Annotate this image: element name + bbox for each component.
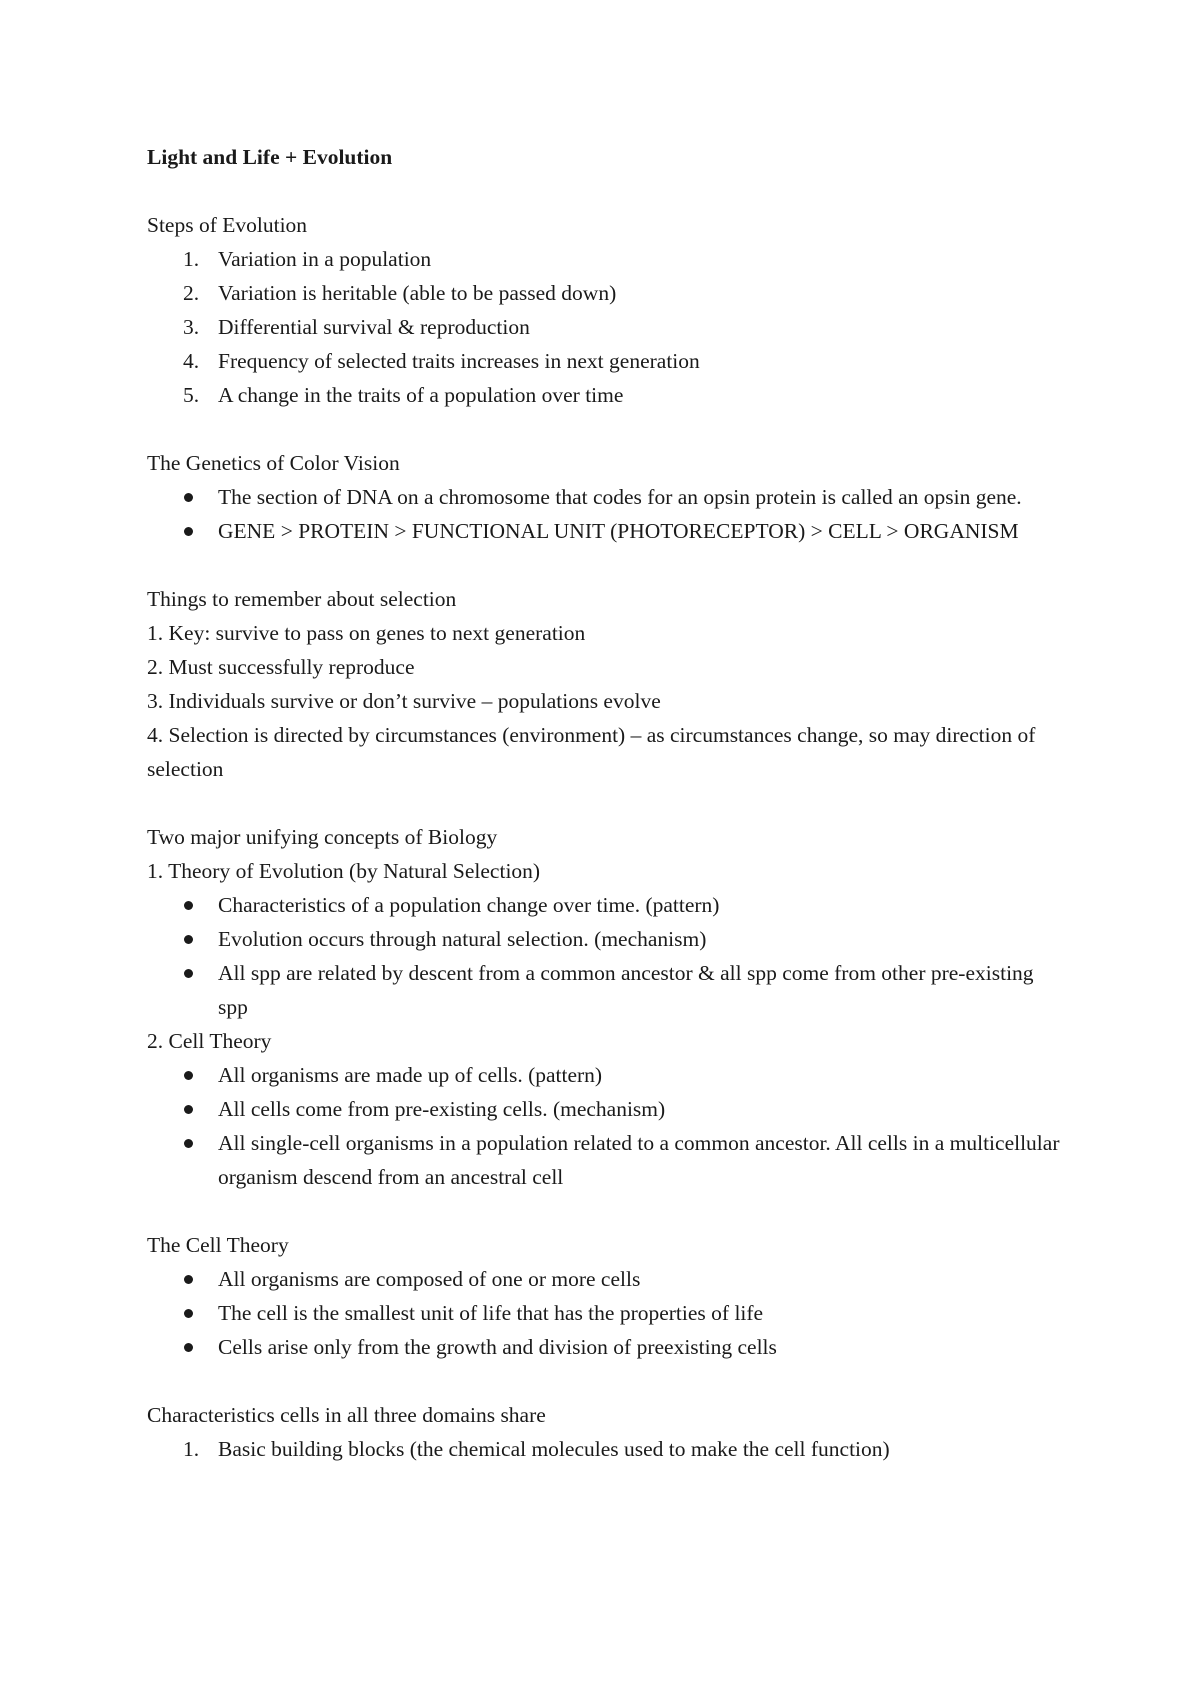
steps-item-number: 5. <box>183 383 200 407</box>
evolution-bullet-text: Evolution occurs through natural selection. (mechanism) <box>218 927 707 951</box>
domains-item-number: 1. <box>183 1437 200 1461</box>
document-page <box>147 140 1067 1466</box>
steps-item <box>147 344 1067 378</box>
selection-line: 2. Must successfully reproduce <box>147 655 415 679</box>
genetics-bullet-text: The section of DNA on a chromosome that codes for an opsin protein is called an opsin gene. <box>218 485 1022 509</box>
cell-theory-label: 2. Cell Theory <box>147 1029 272 1053</box>
genetics-bullet-text: GENE > PROTEIN > FUNCTIONAL UNIT (PHOTORECEPTOR) > CELL > ORGANISM <box>218 519 1019 543</box>
bullet-icon <box>184 969 193 978</box>
steps-heading: Steps of Evolution <box>147 213 308 237</box>
evolution-bullet <box>147 956 1067 1024</box>
steps-item-text: A change in the traits of a population over time <box>218 383 624 407</box>
cell-theory-bullet <box>147 1296 1067 1330</box>
bullet-icon <box>184 1105 193 1114</box>
steps-item-number: 4. <box>183 349 200 373</box>
cell-concept-bullet <box>147 1058 1067 1092</box>
domains-heading: Characteristics cells in all three domains share <box>147 1403 546 1427</box>
domains-list <box>147 1432 1067 1466</box>
cell-theory-bullet-text: The cell is the smallest unit of life that has the properties of life <box>218 1301 764 1325</box>
cell-theory-bullet <box>147 1330 1067 1364</box>
bullet-icon <box>184 493 193 502</box>
cell-concept-bullet-text: All organisms are made up of cells. (pattern) <box>218 1063 603 1087</box>
cell-concept-bullet-text: All cells come from pre-existing cells. (mechanism) <box>218 1097 666 1121</box>
steps-item-text: Variation is heritable (able to be passed down) <box>218 281 617 305</box>
cell-theory-bullet-text: All organisms are composed of one or more cells <box>218 1267 641 1291</box>
steps-list <box>147 242 1067 412</box>
cell-theory-list <box>147 1262 1067 1364</box>
cell-theory-bullet <box>147 1262 1067 1296</box>
steps-item-number: 1. <box>183 247 200 271</box>
bullet-icon <box>184 1309 193 1318</box>
domains-item <box>147 1432 1067 1466</box>
domains-item-text: Basic building blocks (the chemical molecules used to make the cell function) <box>218 1437 890 1461</box>
evolution-theory-list <box>147 888 1067 1024</box>
bullet-icon <box>184 901 193 910</box>
selection-heading: Things to remember about selection <box>147 587 457 611</box>
spacer <box>147 412 1067 446</box>
genetics-bullet <box>147 480 1067 514</box>
cell-theory-heading: The Cell Theory <box>147 1233 289 1257</box>
evolution-bullet <box>147 888 1067 922</box>
spacer <box>147 1194 1067 1228</box>
bullet-icon <box>184 527 193 536</box>
steps-item-text: Differential survival & reproduction <box>218 315 530 339</box>
steps-item <box>147 310 1067 344</box>
steps-item <box>147 242 1067 276</box>
bullet-icon <box>184 1071 193 1080</box>
spacer <box>147 548 1067 582</box>
steps-item-text: Variation in a population <box>218 247 432 271</box>
selection-line: 1. Key: survive to pass on genes to next generation <box>147 621 586 645</box>
genetics-bullet <box>147 514 1067 548</box>
cell-theory-bullet-text: Cells arise only from the growth and division of preexisting cells <box>218 1335 777 1359</box>
document-title: Light and Life + Evolution <box>147 145 393 169</box>
spacer <box>147 1364 1067 1398</box>
evolution-bullet-text: All spp are related by descent from a common ancestor & all spp come from other pre-existing spp <box>218 961 1034 1019</box>
steps-item-number: 2. <box>183 281 200 305</box>
cell-concept-bullet <box>147 1092 1067 1126</box>
bullet-icon <box>184 1139 193 1148</box>
cell-concept-bullet-text: All single-cell organisms in a population related to a common ancestor. All cells in a multicellular organism descend from an ancestral cell <box>218 1131 1060 1189</box>
steps-item <box>147 378 1067 412</box>
evolution-theory-label: 1. Theory of Evolution (by Natural Selection) <box>147 859 541 883</box>
selection-line: 3. Individuals survive or don’t survive – populations evolve <box>147 689 661 713</box>
bullet-icon <box>184 935 193 944</box>
steps-item-text: Frequency of selected traits increases in next generation <box>218 349 700 373</box>
steps-item-number: 3. <box>183 315 200 339</box>
selection-line: 4. Selection is directed by circumstances (environment) – as circumstances change, so may direction of selection <box>147 723 1036 781</box>
spacer <box>147 786 1067 820</box>
spacer <box>147 174 1067 208</box>
evolution-bullet-text: Characteristics of a population change over time. (pattern) <box>218 893 720 917</box>
genetics-heading: The Genetics of Color Vision <box>147 451 400 475</box>
bullet-icon <box>184 1343 193 1352</box>
concepts-heading: Two major unifying concepts of Biology <box>147 825 498 849</box>
bullet-icon <box>184 1275 193 1284</box>
evolution-bullet <box>147 922 1067 956</box>
cell-concept-bullet <box>147 1126 1067 1194</box>
genetics-list <box>147 480 1067 548</box>
cell-theory-concept-list <box>147 1058 1067 1194</box>
steps-item <box>147 276 1067 310</box>
